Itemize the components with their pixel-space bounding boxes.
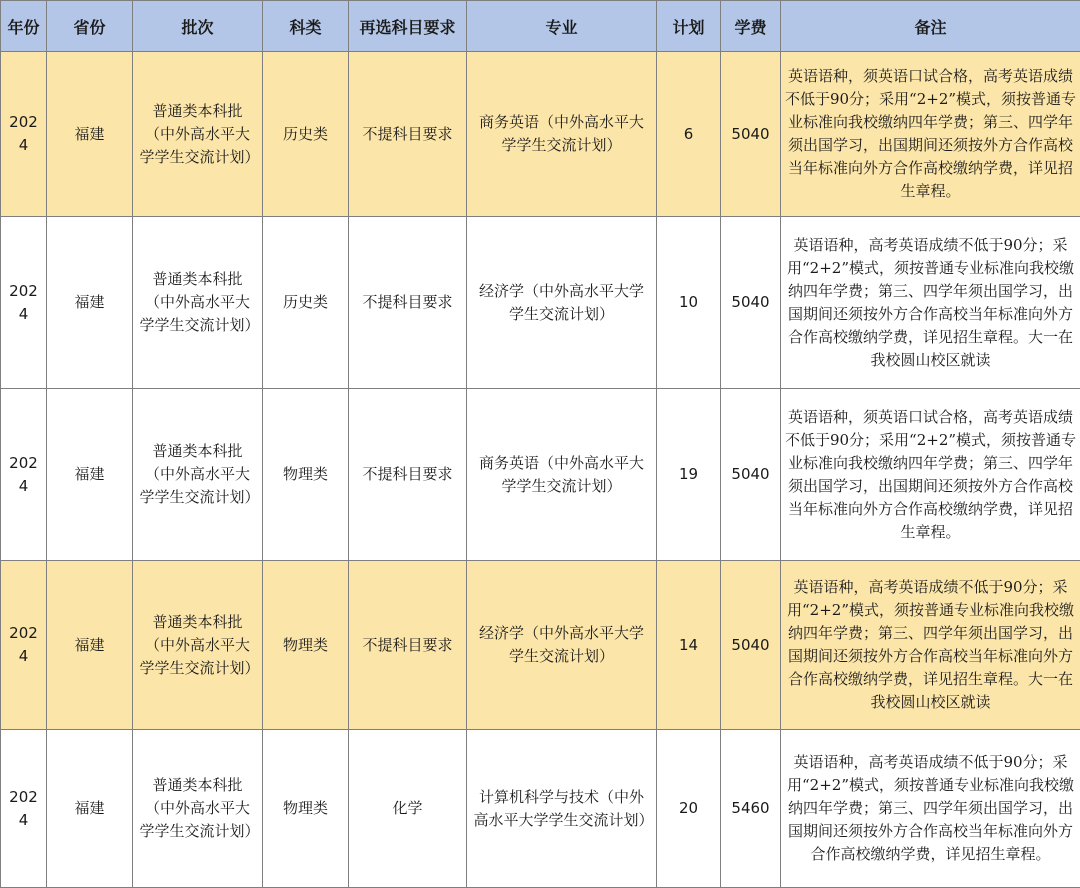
cell-major	[467, 561, 657, 730]
cell-plan: 20	[657, 730, 721, 888]
cell-category: 物理类	[263, 730, 349, 888]
cell-tuition: 5040	[721, 389, 781, 561]
cell-tuition: 5460	[721, 730, 781, 888]
cell-requirement: 不提科目要求	[349, 217, 467, 389]
cell-year: 2024	[1, 561, 47, 730]
cell-province: 福建	[47, 561, 133, 730]
cell-requirement: 不提科目要求	[349, 52, 467, 217]
cell-plan: 10	[657, 217, 721, 389]
cell-year: 2024	[1, 730, 47, 888]
cell-batch	[133, 389, 263, 561]
cell-category: 历史类	[263, 217, 349, 389]
cell-year: 2024	[1, 52, 47, 217]
cell-note: 英语语种，高考英语成绩不低于90分；采用“2+2”模式，须按普通专业标准向我校缴纳四年学费；第三、四学年须出国学习，出国期间还须按外方合作高校当年标准向外方合作高校缴纳学费，详见招生章程。大一在我校圆山校区就读	[781, 561, 1080, 730]
cell-requirement: 化学	[349, 730, 467, 888]
table-row	[1, 730, 1080, 888]
header-row	[1, 1, 1080, 52]
header-plan: 计划	[657, 1, 721, 52]
cell-category: 物理类	[263, 389, 349, 561]
table-row	[1, 52, 1080, 217]
batch-text: 普通类本科批（中外高水平大学学生交流计划）	[139, 776, 260, 840]
cell-province: 福建	[47, 730, 133, 888]
major-text: 商务英语（中外高水平大学学生交流计划）	[478, 113, 644, 154]
cell-plan: 6	[657, 52, 721, 217]
table-row	[1, 389, 1080, 561]
cell-note: 英语语种，须英语口试合格，高考英语成绩不低于90分；采用“2+2”模式，须按普通专业标准向我校缴纳四年学费；第三、四学年须出国学习，出国期间还须按外方合作高校当年标准向外方合作高校缴纳学费，详见招生章程。	[781, 52, 1080, 217]
table-row	[1, 217, 1080, 389]
batch-text: 普通类本科批（中外高水平大学学生交流计划）	[139, 270, 260, 334]
cell-tuition: 5040	[721, 52, 781, 217]
cell-year: 2024	[1, 217, 47, 389]
header-tuition: 学费	[721, 1, 781, 52]
cell-category: 物理类	[263, 561, 349, 730]
cell-category: 历史类	[263, 52, 349, 217]
header-requirement: 再选科目要求	[349, 1, 467, 52]
cell-plan: 19	[657, 389, 721, 561]
cell-tuition: 5040	[721, 561, 781, 730]
cell-province: 福建	[47, 52, 133, 217]
cell-batch	[133, 561, 263, 730]
major-text: 经济学（中外高水平大学学生交流计划）	[478, 624, 644, 665]
header-province: 省份	[47, 1, 133, 52]
batch-text: 普通类本科批（中外高水平大学学生交流计划）	[139, 442, 260, 506]
batch-text: 普通类本科批（中外高水平大学学生交流计划）	[139, 101, 260, 166]
header-note: 备注	[781, 1, 1080, 52]
cell-major	[467, 52, 657, 217]
header-major: 专业	[467, 1, 657, 52]
cell-requirement: 不提科目要求	[349, 561, 467, 730]
cell-requirement: 不提科目要求	[349, 389, 467, 561]
cell-note: 英语语种，须英语口试合格，高考英语成绩不低于90分；采用“2+2”模式，须按普通专业标准向我校缴纳四年学费；第三、四学年须出国学习，出国期间还须按外方合作高校当年标准向外方合作高校缴纳学费，详见招生章程。	[781, 389, 1080, 561]
cell-province: 福建	[47, 217, 133, 389]
major-text: 计算机科学与技术（中外高水平大学学生交流计划）	[473, 787, 654, 829]
cell-plan: 14	[657, 561, 721, 730]
cell-batch	[133, 52, 263, 217]
cell-year: 2024	[1, 389, 47, 561]
cell-major	[467, 389, 657, 561]
header-batch: 批次	[133, 1, 263, 52]
cell-major	[467, 217, 657, 389]
cell-tuition: 5040	[721, 217, 781, 389]
table-row	[1, 561, 1080, 730]
cell-note: 英语语种，高考英语成绩不低于90分；采用“2+2”模式，须按普通专业标准向我校缴纳四年学费；第三、四学年须出国学习，出国期间还须按外方合作高校当年标准向外方合作高校缴纳学费，详见招生章程。大一在我校圆山校区就读	[781, 217, 1080, 389]
header-year: 年份	[1, 1, 47, 52]
cell-batch	[133, 730, 263, 888]
cell-batch	[133, 217, 263, 389]
cell-note: 英语语种，高考英语成绩不低于90分；采用“2+2”模式，须按普通专业标准向我校缴纳四年学费；第三、四学年须出国学习，出国期间还须按外方合作高校当年标准向外方合作高校缴纳学费，详见招生章程。	[781, 730, 1080, 888]
major-text: 商务英语（中外高水平大学学生交流计划）	[478, 453, 644, 495]
cell-major	[467, 730, 657, 888]
header-category: 科类	[263, 1, 349, 52]
major-text: 经济学（中外高水平大学学生交流计划）	[478, 281, 644, 323]
cell-province: 福建	[47, 389, 133, 561]
batch-text: 普通类本科批（中外高水平大学学生交流计划）	[139, 612, 260, 677]
